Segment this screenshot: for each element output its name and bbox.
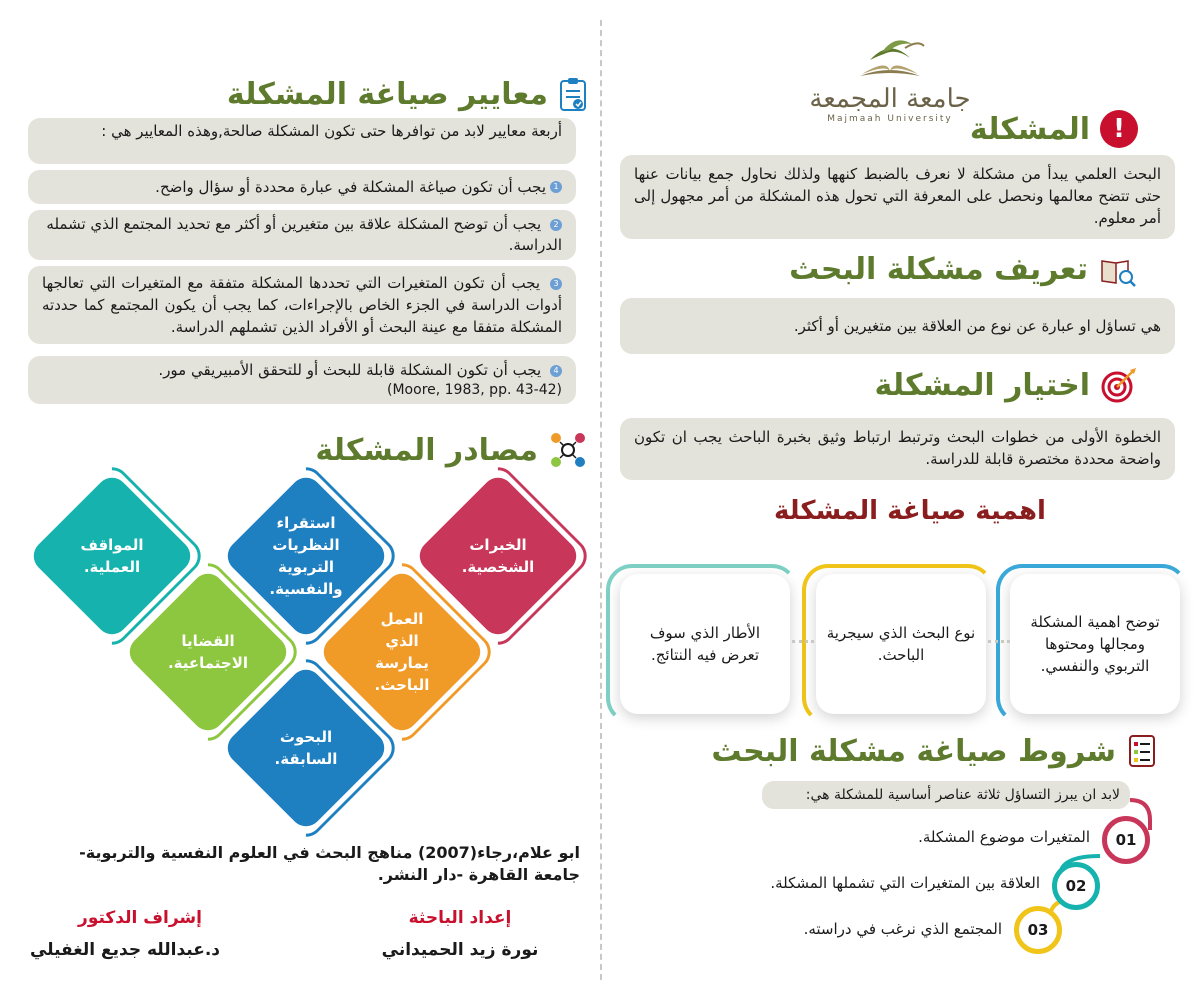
conditions-title: شروط صياغة مشكلة البحث [711, 733, 1116, 769]
reference-text: ابو علام،رجاء(2007) مناهج البحث في العلوم النفسية والتربوية- جامعة القاهرة -دار النشر. [79, 843, 580, 884]
logo-arabic-text: جامعة المجمعة [809, 84, 971, 114]
step-1-circle [1102, 816, 1150, 864]
author-label: إعداد الباحثة [408, 908, 512, 928]
importance-title: اهمية صياغة المشكلة [774, 496, 1046, 526]
criteria-item-3-number: 3 [550, 278, 562, 290]
criteria-item-4-text: يجب أن تكون المشكلة قابلة للبحث أو للتحقق الأمبيريقي مور. [158, 361, 542, 379]
center-divider [600, 20, 602, 980]
criteria-item-1-text: يجب أن تكون صياغة المشكلة في عبارة محددة أو سؤال واضح. [155, 178, 546, 196]
checklist-icon [1126, 732, 1160, 770]
logo-english-text: Majmaah University [827, 114, 953, 124]
book-search-icon [1098, 253, 1138, 287]
author-name: نورة زيد الحميداني [381, 940, 539, 960]
problem-title: المشكلة [969, 111, 1090, 147]
criteria-citation: (Moore, 1983, pp. 43-42) [387, 382, 562, 398]
criteria-heading [227, 76, 588, 112]
importance-card-2-text: نوع البحث الذي سيجرية الباحث. [826, 624, 976, 664]
definition-title: تعريف مشكلة البحث [789, 252, 1088, 287]
step-2-number: 02 [1065, 877, 1087, 895]
step-1-number: 01 [1115, 831, 1137, 849]
sources-title: مصادر المشكلة [315, 432, 538, 468]
selection-heading [875, 366, 1138, 404]
importance-card-3-text: الأطار الذي سوف تعرض فيه النتائج. [649, 624, 761, 664]
target-icon [1100, 366, 1138, 404]
definition-heading [789, 252, 1138, 287]
criteria-item-2 [28, 210, 576, 260]
supervisor-label: إشراف الدكتور [78, 908, 202, 928]
criteria-item-4 [28, 356, 576, 404]
criteria-item-3-text: يجب أن تكون المتغيرات التي تحددها المشكلة متفقة مع المتغيرات التي تعالجها أدوات الدراسة في الجزء الخاص بالإجراءات، كما يجب أن يكون المجتمع كما حددته المشكلة متفقا مع عينة البحث أو الأفراد الذين تشملهم الدراسة. [42, 274, 562, 336]
warning-icon: ! [1100, 110, 1138, 148]
clipboard-icon [558, 76, 588, 112]
connector-dots-2 [988, 640, 1010, 643]
conditions-heading [711, 732, 1160, 770]
logo-emblem [800, 28, 980, 88]
university-logo [800, 28, 980, 123]
criteria-item-2-number: 2 [550, 219, 562, 231]
criteria-intro-box: أربعة معايير لابد من توافرها حتى تكون المشكلة صالحة,وهذه المعايير هي : [28, 118, 576, 164]
source-diamond-theories-label: استقراء النظريات التربوية والنفسية. [269, 514, 343, 598]
criteria-item-1 [28, 170, 576, 204]
criteria-item-2-text: يجب أن توضح المشكلة علاقة بين متغيرين أو أكثر مع تحديد المجتمع الذي تشمله الدراسة. [46, 215, 562, 254]
problem-text-box: البحث العلمي يبدأ من مشكلة لا نعرف بالضبط كنهها ولذلك نحاول جمع بيانات عنها حتى تتضح معالمها ونحصل على المعرفة التي تحول هذه المشكلة من أمر مجهول إلى أمر معلوم. [620, 155, 1175, 239]
source-diamond-personal-label: الخبرات الشخصية. [461, 536, 535, 576]
definition-text-box [620, 298, 1175, 354]
importance-card-1-text: توضح اهمية المشكلة ومجالها ومحتوها التربوي والنفسي. [1030, 613, 1160, 675]
step-3-number: 03 [1027, 921, 1049, 939]
connector-dots-1 [792, 640, 814, 643]
supervisor-name: د.عبدالله جديع الغفيلي [29, 940, 221, 960]
step-1-text: المتغيرات موضوع المشكلة. [918, 828, 1090, 846]
source-diamond-previous-label: البحوث السابقة. [274, 728, 338, 768]
importance-card-1 [1010, 574, 1180, 714]
criteria-item-1-number: 1 [550, 181, 562, 193]
source-diamond-social-label: القضايا الاجتماعية. [167, 632, 249, 672]
step-2-text: العلاقة بين المتغيرات التي تشملها المشكلة. [770, 874, 1040, 892]
network-gear-icon [548, 430, 588, 470]
conditions-intro-box: لابد ان يبرز التساؤل ثلاثة عناصر أساسية للمشكلة هي: [762, 781, 1130, 809]
source-diamond-previous [246, 688, 366, 808]
source-diamond-work-label: العمل الذي يمارسة الباحث. [374, 610, 430, 694]
source-diamond-practical-label: المواقف العملية. [80, 536, 144, 576]
importance-card-3 [620, 574, 790, 714]
criteria-item-4-number: 4 [550, 365, 562, 377]
importance-card-2 [816, 574, 986, 714]
criteria-item-3 [28, 266, 576, 344]
step-2-circle [1052, 862, 1100, 910]
selection-title: اختيار المشكلة [874, 367, 1090, 403]
step-3-circle [1014, 906, 1062, 954]
sources-heading [315, 430, 588, 470]
selection-text-box: الخطوة الأولى من خطوات البحث وترتبط ارتباط وثيق بخبرة الباحث يجب ان تكون واضحة محددة مختصرة قابلة للدراسة. [620, 418, 1175, 480]
problem-heading [970, 110, 1138, 148]
criteria-title: معايير صياغة المشكلة [226, 76, 548, 112]
step-3-text: المجتمع الذي نرغب في دراسته. [803, 920, 1002, 938]
definition-text: هي تساؤل او عبارة عن نوع من العلاقة بين متغيرين أو أكثر. [793, 317, 1161, 335]
